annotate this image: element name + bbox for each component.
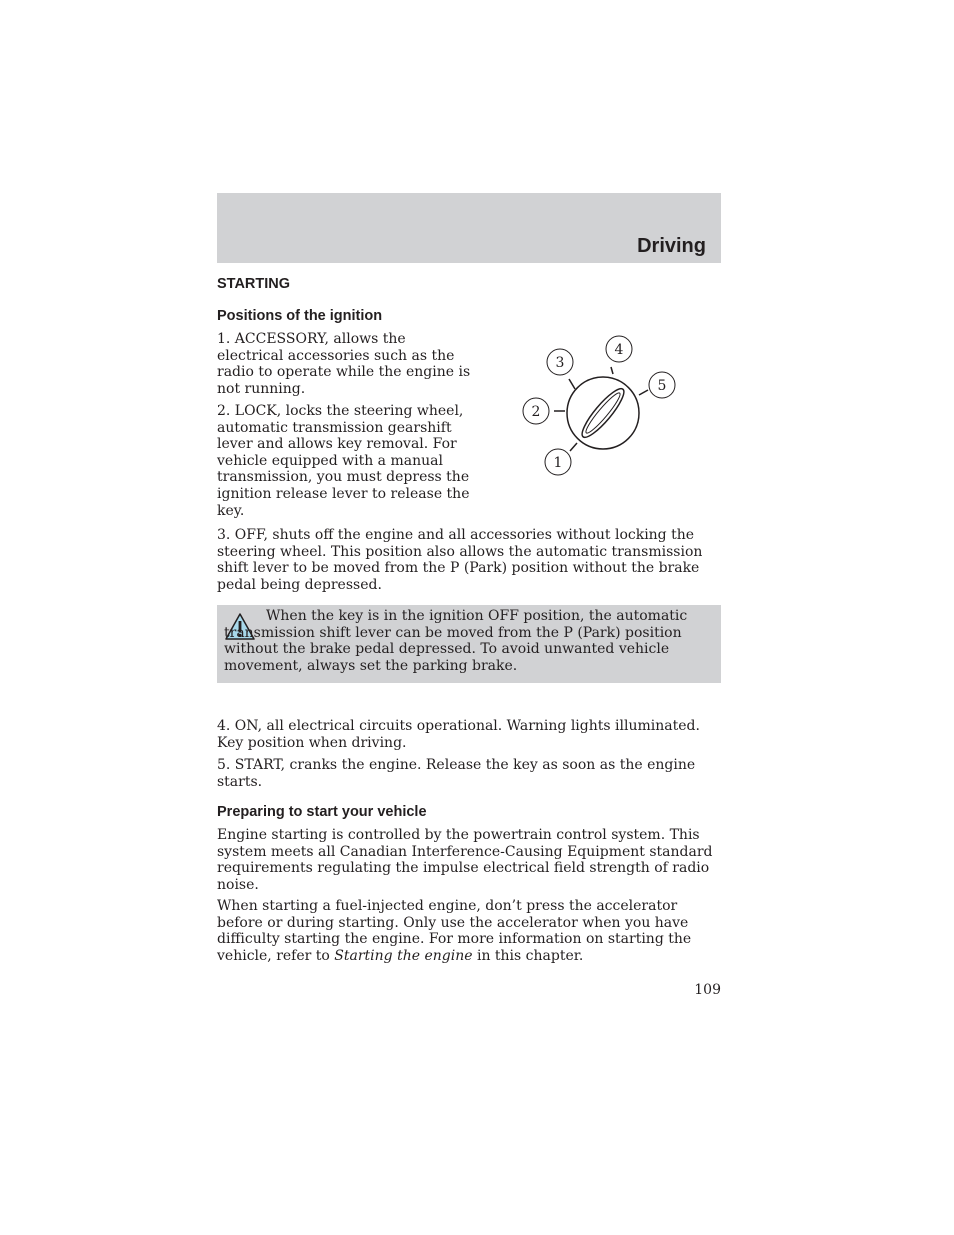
warning-text: When the key is in the ignition OFF position, the automatic transmission shift lever can be moved from the P (Park) position without the brake pedal depressed. To avoid unwanted vehicle movement, always set the parking brake. bbox=[224, 608, 688, 674]
position-lock: 2. LOCK, locks the steering wheel, automatic transmission gearshift lever and allows key removal. For vehicle equipped with a manual transmission, you must depress the ignition release lever to release the key. bbox=[217, 403, 470, 519]
ignition-diagram bbox=[515, 332, 685, 482]
section-header-band bbox=[217, 193, 721, 263]
preparing-paragraph-2: When starting a fuel-injected engine, don’t press the accelerator before or during starting. Only use the accelerator when you have difficulty starting the engine. For more information on starting the vehicle, refer to Starting the engine in this chapter. bbox=[217, 898, 692, 964]
preparing-paragraph-1: Engine starting is controlled by the powertrain control system. This system meets all Canadian Interference-Causing Equipment standard requirements regulating the impulse electrical field strength of radio noise. bbox=[217, 827, 713, 893]
warning-box bbox=[217, 605, 721, 683]
heading-preparing: Preparing to start your vehicle bbox=[217, 804, 427, 820]
position-off: 3. OFF, shuts off the engine and all accessories without locking the steering wheel. This position also allows the automatic transmission shift lever to be moved from the P (Park) position without the brake pedal being depressed. bbox=[217, 527, 703, 593]
heading-starting: STARTING bbox=[217, 276, 291, 292]
tick-1 bbox=[570, 443, 577, 451]
label-5: 5 bbox=[657, 378, 667, 394]
section-title: Driving bbox=[637, 235, 706, 257]
label-2: 2 bbox=[531, 404, 541, 420]
page-number: 109 bbox=[694, 982, 721, 998]
position-on: 4. ON, all electrical circuits operational. Warning lights illuminated. Key position when driving. bbox=[217, 718, 700, 751]
label-4: 4 bbox=[614, 342, 624, 358]
position-accessory: 1. ACCESSORY, allows the electrical accessories such as the radio to operate while the engine is not running. bbox=[217, 331, 471, 397]
label-3: 3 bbox=[555, 355, 565, 371]
label-1: 1 bbox=[553, 455, 563, 471]
heading-positions: Positions of the ignition bbox=[217, 308, 383, 324]
ignition-cylinder-icon bbox=[515, 332, 685, 482]
tick-4 bbox=[611, 367, 613, 374]
tick-3 bbox=[569, 379, 575, 389]
cross-reference: Starting the engine bbox=[334, 947, 473, 964]
tick-5 bbox=[639, 390, 648, 395]
position-start: 5. START, cranks the engine. Release the key as soon as the engine starts. bbox=[217, 757, 696, 790]
